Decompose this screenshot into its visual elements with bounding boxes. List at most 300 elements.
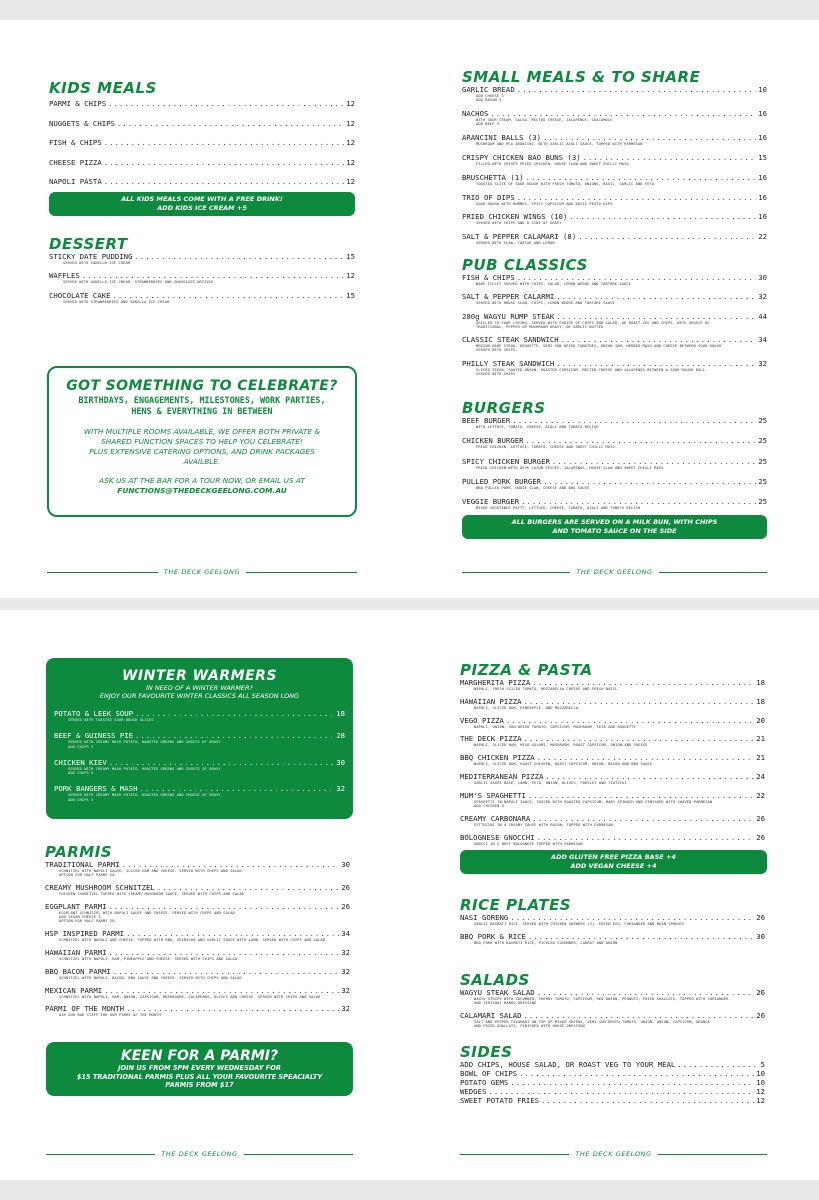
menu-item: [460, 1060, 765, 1069]
menu-item-name: NASI GORENG: [460, 913, 509, 922]
menu-item-price: 18: [336, 709, 345, 718]
menu-item-price: 25: [758, 476, 767, 486]
menu-item-name: CHOCOLATE CAKE: [49, 290, 111, 300]
menu-item-row: [460, 716, 765, 725]
menu-item-name: PULLED PORK BURGER: [462, 476, 542, 486]
kids-note-line1: ALL KIDS MEALS COME WITH A FREE DRINK!: [121, 195, 283, 203]
menu-item-description: SERVED WITH HOUSE SLAW, CHIPS, LEMON WEDGE AND TARTARE SAUCE: [476, 301, 615, 306]
menu-item-price: 12: [346, 99, 355, 108]
menu-item: [49, 252, 355, 265]
menu-item: [462, 273, 767, 286]
menu-item: [54, 731, 345, 749]
menu-item-name: MARGHERITA PIZZA: [460, 678, 531, 687]
winter-warmers-box: [46, 658, 353, 819]
menu-item: [460, 1096, 765, 1105]
menu-item-name: PORK BANGERS & MASH: [54, 784, 138, 794]
menu-item-description: ADD CHEESE 3: [476, 94, 504, 98]
menu-item-name: THE DECK PIZZA: [460, 734, 522, 744]
menu-item-name: WEDGES: [460, 1087, 487, 1096]
menu-item: [54, 784, 345, 802]
menu-item-row: [462, 497, 767, 506]
menu-item-description: NAPOLI, FRESH SLICED TOMATO, MOZZARELLA CHEESE AND FRESH BASIL: [474, 687, 618, 691]
menu-item-row: [49, 291, 355, 300]
menu-item-price: 10: [756, 1078, 765, 1087]
menu-item-description: SALT AND PEPPER CALAMARI ON TOP OF MIXED GREENS, SEMI SUN DRIED TOMATO, ONION, ONION, CAPSICUM, ORANGE: [474, 1019, 710, 1024]
menu-item-price: 30: [758, 273, 767, 282]
menu-item: [462, 436, 767, 449]
dot-leader: [109, 948, 340, 957]
menu-item-description: SCHNITZEL WITH NAPOLI, HAM, PINEAPPLE AND CHEESE. SERVED WITH CHIPS AND SALAD: [59, 957, 238, 962]
dot-leader: [135, 709, 334, 718]
dot-leader: [113, 967, 339, 976]
menu-item: [460, 791, 765, 809]
menu-item-row: [462, 312, 767, 321]
menu-item-price: 28: [336, 731, 345, 741]
menu-item: [45, 883, 350, 896]
dot-leader: [537, 988, 755, 997]
menu-item-name: VEGO PIZZA: [460, 715, 504, 725]
burgers-note-line2: AND TOMATO SAUCE ON THE SIDE: [552, 527, 677, 536]
menu-item-price: 22: [758, 232, 767, 242]
menu-item-name: PARMI OF THE MONTH: [45, 1004, 125, 1014]
menu-item-description: ADD CHIPS 5: [68, 797, 94, 802]
functions-text-line4: AVAILBLE.: [183, 457, 221, 466]
menu-item-price: 16: [758, 192, 767, 202]
menu-item: [462, 212, 767, 225]
menu-item-row: [460, 1078, 765, 1087]
dot-leader: [677, 1060, 758, 1069]
menu-item: [462, 457, 767, 470]
menu-item-row: [45, 860, 350, 869]
menu-item-name: FISH & CHIPS: [462, 273, 515, 282]
menu-item-price: 16: [758, 109, 767, 119]
menu-item: [460, 814, 765, 827]
menu-item: [462, 232, 767, 245]
menu-item-row: [49, 119, 355, 128]
menu-item-description: WITH SOUR CREAM, SALSA, MELTED CHEESE, JALAPENOS, GUACAMOLE: [476, 118, 613, 123]
menu-item-name: CREAMY MUSHROOM SCHNITZEL: [45, 883, 155, 893]
menu-item-price: 20: [756, 715, 765, 725]
dot-leader: [543, 133, 756, 142]
menu-item-price: 12: [346, 118, 355, 128]
menu-item: [462, 85, 767, 103]
menu-item-description: SERVED WITH TOASTED SOUR DOUGH SLICES: [68, 718, 154, 722]
dot-leader: [583, 153, 757, 162]
menu-item-description: FRIED CHICKEN WITH DECK CAJUN SPICES, JALAPENOS, HOUSE SLAW AND SWEET CHILLI MAYO: [476, 465, 664, 470]
dot-leader: [104, 177, 344, 186]
menu-item-row: [460, 1060, 765, 1069]
menu-item-name: CREAMY CARBONARA: [460, 813, 531, 823]
menu-item-description: SOUR DOUGH WITH HUMMUS, SPICY CAPSICUM AND BASIL PESTO DIPS: [476, 201, 613, 206]
parmi-promo-line1: JOIN US FROM 5PM EVERY WEDNESDAY FOR: [118, 1064, 281, 1072]
menu-item: [460, 932, 765, 945]
dot-leader: [488, 1087, 754, 1096]
dot-leader: [506, 716, 754, 725]
menu-item-description: NAPOLI, ONION, SUN-DRIED TOMATO, CAPSICUM, MUSHROOM, FETA AND ROQUETTE: [474, 724, 636, 729]
kids-meals-section: [49, 80, 355, 216]
menu-item-description: NAPOLI, SLICED HAM, PINEAPPLE, AND MOZZARELLA: [474, 705, 579, 710]
menu-item-price: 18: [756, 696, 765, 706]
menu-item-description: SCHNITZEL WITH NAPOLI AND CHEESE, TOPPED WITH BBQ, SRIRACHA AND GARLIC SAUCE WITH LAMB. SERVED WITH CHIPS AND SALAD: [59, 938, 326, 943]
menu-item-name: FISH & CHIPS: [49, 138, 102, 147]
menu-item-row: [460, 678, 765, 687]
dot-leader: [510, 913, 754, 922]
menu-item: [49, 158, 355, 167]
menu-item-name: HAWAIIAN PARMI: [45, 948, 107, 958]
menu-item-price: 32: [758, 292, 767, 302]
menu-item-row: [460, 913, 765, 922]
menu-item-description: SCHNITZEL WITH NAPOLI, HAM, ONION, CAPSICUM, MUSHROOMS, JALAPENOS, OLIVES AND CHEESE. SERVED WITH CHIPS AND SALAD: [59, 994, 321, 999]
section-title: KIDS MEALS: [49, 79, 157, 97]
menu-item-row: [49, 252, 355, 261]
menu-item-description: ADD BACON 3: [476, 98, 502, 103]
section-title: SMALL MEALS & TO SHARE: [462, 68, 701, 86]
kids-note-line2: ADD KIDS ICE CREAM +5: [157, 204, 247, 212]
menu-item-description: ADD VEGAN CHEESE 3: [59, 915, 101, 920]
menu-item-price: 32: [341, 985, 350, 995]
dot-leader: [556, 359, 756, 368]
menu-item-description: ADD CHICKEN 5: [474, 804, 505, 809]
menu-item-name: SWEET POTATO FRIES: [460, 1096, 540, 1105]
dot-leader: [122, 860, 340, 869]
menu-item-name: EGGPLANT PARMI: [45, 901, 107, 911]
menu-item-description: SPAGHETTI IN NAPOLI SAUCE, TOSSED WITH ROASTED CAPSICUM, BABY SPINACH AND FINISHED WITH SHAVED PARMESAN: [474, 799, 713, 804]
salads-list: [460, 988, 765, 1028]
menu-item: [460, 1087, 765, 1096]
dot-leader: [524, 734, 755, 743]
menu-item: [45, 986, 350, 999]
menu-item-name: BBQ CHICKEN PIZZA: [460, 753, 535, 763]
menu-item: [462, 173, 767, 186]
menu-item-price: 15: [758, 152, 767, 162]
menu-item-row: [460, 772, 765, 781]
functions-text-line3: PLUS EXTENSIVE CATERING OPTIONS, AND DRINK PACKAGES: [89, 447, 315, 456]
menu-item-description: SERVED WITH CHIPS AND A SIDE OF GRAVY: [476, 221, 562, 226]
menu-item-description: BBQ PULLED PORK, HOUSE SLAW, CHEESE AND BBQ SAUCE: [476, 485, 590, 490]
menu-page-2: [0, 610, 819, 1180]
section-title: PIZZA & PASTA: [460, 661, 593, 679]
menu-item-price: 25: [758, 416, 767, 425]
functions-sub-line2: HENS & EVERYTHING IN BETWEEN: [131, 406, 273, 416]
menu-item: [462, 416, 767, 429]
menu-item-row: [462, 85, 767, 94]
menu-item-row: [462, 232, 767, 241]
salads-section: [460, 972, 765, 1028]
menu-item: [49, 177, 355, 186]
menu-item-price: 15: [346, 252, 355, 261]
pizza-note: [460, 850, 767, 874]
menu-item: [45, 967, 350, 980]
menu-item-description: TRADITIONAL, PEPPER OR MUSHROOM GRAVY, OR GARLIC BUTTER: [476, 324, 604, 329]
menu-item-name: BEEF BURGER: [462, 416, 511, 425]
menu-item-name: CRISPY CHICKEN BAO BUNS (3): [462, 152, 581, 162]
menu-item-name: CLASSIC STEAK SANDWICH: [462, 335, 559, 345]
functions-text-line2: SHARED FUNCTION SPACES TO HELP YOU CELEBRATE!: [101, 437, 303, 446]
menu-item-row: [45, 1004, 350, 1013]
dot-leader: [135, 731, 334, 740]
rice-plates-list: [460, 913, 765, 946]
dessert-section: [49, 236, 355, 304]
page-footer: [47, 568, 357, 576]
menu-item-row: [460, 932, 765, 941]
dot-leader: [537, 753, 755, 762]
menu-item-name: CHICKEN KIEV: [54, 757, 107, 767]
menu-item-price: 12: [346, 157, 355, 167]
menu-item-price: 21: [756, 734, 765, 744]
menu-item-price: 12: [346, 177, 355, 186]
menu-item-description: OPTION FOR HALF PARMI 20: [59, 919, 115, 924]
footer-text: THE DECK GEELONG: [163, 568, 241, 576]
menu-item-price: 26: [341, 901, 350, 911]
dot-leader: [569, 212, 756, 221]
menu-item-description: GNOCCI IN A BEEF BOLOGNESE TOPPED WITH PARMESAN: [474, 841, 583, 846]
menu-item: [45, 860, 350, 878]
footer-text: THE DECK GEELONG: [575, 1150, 652, 1158]
dot-leader: [512, 416, 756, 425]
menu-item: [45, 1004, 350, 1017]
dot-leader: [139, 784, 334, 793]
menu-item: [49, 271, 355, 284]
dot-leader: [490, 109, 756, 118]
kids-meals-list: [49, 99, 355, 186]
menu-item-row: [49, 271, 355, 280]
menu-item-name: MUM'S SPAGHETTI: [460, 790, 526, 800]
menu-item-row: [460, 734, 765, 743]
menu-item-row: [54, 784, 345, 793]
dot-leader: [561, 335, 757, 344]
menu-item-name: BRUSCHETTA (1): [462, 172, 524, 182]
menu-item-row: [54, 731, 345, 740]
menu-item-price: 5: [760, 1060, 765, 1069]
menu-item-name: SPICY CHICKEN BURGER: [462, 456, 550, 466]
menu-item: [460, 988, 765, 1006]
menu-item-row: [45, 902, 350, 911]
section-title: PARMIS: [45, 843, 113, 861]
menu-item-row: [460, 1096, 765, 1105]
dot-leader: [524, 697, 755, 706]
menu-item-description: SCHNITZEL WITH NAPOLI, BACON, BBQ SAUCE AND CHEESE. SERVED WITH CHIPS AND SALAD: [59, 975, 242, 980]
menu-item-description: SERVED WITH CREAMY MASH POTATO, ROASTED GREENS AND CHOICE OF GRAVY: [68, 740, 221, 745]
pizza-pasta-section: [460, 662, 765, 874]
menu-item-name: POTATO GEMS: [460, 1078, 509, 1087]
dot-leader: [104, 158, 344, 167]
menu-item-price: 10: [756, 1069, 765, 1078]
menu-item-name: 280g WAGYU RUMP STEAK: [462, 311, 555, 321]
parmi-promo-title: KEEN FOR A PARMI?: [120, 1048, 279, 1064]
menu-item-description: SERVED WITH STRAWBERRIES AND VANILLA ICE CREAM: [63, 299, 170, 304]
section-title: SIDES: [460, 1043, 513, 1061]
menu-item-row: [460, 1011, 765, 1020]
rice-plates-section: [460, 897, 765, 946]
menu-item-description: GARLIC SAUCE BASE, LAMB, FETA, ONION, OLIVES, PARSLEY AND TZATZIKI: [474, 780, 627, 785]
menu-item-name: ARANCINI BALLS (3): [462, 133, 542, 143]
dot-leader: [109, 758, 334, 767]
dot-leader: [108, 99, 344, 108]
menu-item: [462, 153, 767, 166]
menu-item-price: 26: [756, 832, 765, 842]
menu-item-price: 26: [756, 988, 765, 997]
dot-leader: [526, 173, 757, 182]
dot-leader: [541, 1096, 754, 1105]
menu-item-name: HSP INSPIRED PARMI: [45, 929, 125, 939]
dot-leader: [517, 273, 756, 282]
menu-item-name: NACHOS: [462, 109, 489, 119]
menu-item-name: SALT & PEPPER CALAMARI (8): [462, 232, 577, 242]
menu-item: [462, 312, 767, 330]
menu-item-description: ASK OUR BAR STAFF FOR OUR PARMI OF THE MONTH: [59, 1013, 161, 1018]
burgers-note: [462, 515, 767, 539]
menu-item-name: BBQ BACON PARMI: [45, 966, 111, 976]
dot-leader: [109, 902, 340, 911]
menu-item: [462, 193, 767, 206]
menu-item-price: 30: [341, 860, 350, 869]
footer-text: THE DECK GEELONG: [576, 568, 653, 576]
functions-email-link[interactable]: FUNCTIONS@THEDECKGEELONG.COM.AU: [117, 486, 287, 495]
dot-leader: [82, 271, 344, 280]
menu-item: [54, 758, 345, 776]
dot-leader: [528, 791, 754, 800]
section-title: RICE PLATES: [460, 896, 572, 914]
menu-item-row: [462, 359, 767, 368]
menu-item-name: BOLOGNESE GNOCCHI: [460, 832, 535, 842]
menu-item: [49, 291, 355, 304]
dot-leader: [104, 986, 339, 995]
menu-item-price: 16: [758, 172, 767, 182]
menu-item-row: [54, 709, 345, 718]
menu-item-row: [462, 212, 767, 221]
pizza-note-line1: ADD GLUTEN FREE PIZZA BASE +4: [551, 852, 676, 861]
menu-item-description: NAPOLI, SLICED HAM, MILD SALAMI, MUSHROOM, ROAST CAPSICUM, ONION AND CHEESE: [474, 743, 648, 748]
menu-item-row: [49, 158, 355, 167]
menu-item-row: [460, 697, 765, 706]
functions-title: GOT SOMETHING TO CELEBRATE?: [66, 378, 338, 394]
parmi-promo-line3: PARMIS FROM $17: [165, 1081, 234, 1089]
menu-item-price: 18: [756, 678, 765, 687]
menu-item-row: [460, 814, 765, 823]
dot-leader: [104, 138, 344, 147]
menu-item-row: [462, 273, 767, 282]
kids-note: [49, 192, 355, 216]
menu-item: [462, 477, 767, 490]
small-meals-list: [462, 85, 767, 245]
menu-item-name: NUGGETS & CHIPS: [49, 118, 115, 128]
dot-leader: [126, 1004, 339, 1013]
menu-item-price: 12: [756, 1096, 765, 1105]
parmi-night-promo-box: [46, 1042, 353, 1096]
menu-item-description: ADD BEEF 5: [476, 122, 500, 127]
menu-item-price: 32: [341, 966, 350, 976]
section-title: BURGERS: [462, 399, 546, 417]
menu-item-price: 12: [346, 138, 355, 147]
dot-leader: [517, 193, 756, 202]
menu-item-description: MEDIUM RARE STEAK, ROQUETTE, SEMI SUN DRIED TOMATOES, ONION JAM, HERBED MAYO AND CHEESE BETWEEN SOUR DOUGH: [476, 344, 722, 349]
menu-item-description: SERVED WITH SLAW, TARTAR AND LEMON: [476, 241, 555, 246]
menu-item-name: WAGYU STEAK SALAD: [460, 988, 535, 997]
dot-leader: [134, 252, 344, 261]
dot-leader: [556, 292, 756, 301]
burgers-note-line1: ALL BURGERS ARE SERVED ON A MILK BUN, WITH CHIPS: [511, 518, 718, 527]
menu-item-description: EGGPLANT SCHNITZEL WITH NAPOLI SAUCE AND CHEESE. SERVED WITH CHIPS AND SALAD: [59, 910, 235, 915]
menu-item-price: 32: [341, 948, 350, 958]
menu-item: [462, 292, 767, 305]
menu-item-description: GARLIC BASMATI RICE, SERVED WITH CHICKEN SKEWERS (3), FRIED EGG, CORIANDER AND BEAN SPROUTS: [474, 922, 685, 926]
menu-item: [462, 133, 767, 146]
dot-leader: [532, 814, 754, 823]
menu-item-row: [460, 1069, 765, 1078]
menu-item-row: [460, 753, 765, 762]
menu-item-row: [45, 929, 350, 938]
parmis-section: [45, 844, 350, 1018]
menu-item-name: BOWL OF CHIPS: [460, 1069, 518, 1078]
menu-item-row: [460, 833, 765, 842]
parmis-list: [45, 860, 350, 1018]
menu-item: [460, 1011, 765, 1029]
section-title: SALADS: [460, 971, 530, 989]
menu-item-description: SERVED WITH CREAMY MASH POTATO, ROASTED GREENS AND CHOICE OF GRAVY: [68, 793, 221, 798]
dot-leader: [157, 883, 339, 892]
menu-item: [460, 833, 765, 846]
page-footer: [462, 568, 767, 576]
menu-item-row: [462, 292, 767, 301]
menu-item-row: [462, 477, 767, 486]
menu-item-row: [460, 1087, 765, 1096]
menu-item-price: 15: [346, 290, 355, 300]
dot-leader: [578, 232, 756, 241]
dot-leader: [126, 929, 339, 938]
menu-item: [45, 948, 350, 961]
menu-item: [460, 1078, 765, 1087]
dot-leader: [532, 678, 754, 687]
menu-item-name: FRIED CHICKEN WINGS (10): [462, 212, 568, 222]
menu-item-name: MEDITERRANEAN PIZZA: [460, 771, 544, 781]
menu-item-row: [49, 99, 355, 108]
menu-item: [460, 678, 765, 691]
burgers-section: [462, 400, 767, 539]
menu-item-price: 16: [758, 212, 767, 222]
dot-leader: [556, 312, 756, 321]
winter-warmers-list: [54, 709, 345, 802]
dot-leader: [552, 457, 756, 466]
dessert-list: [49, 252, 355, 304]
winter-sub-line2: ENJOY OUR FAVOURITE WINTER CLASSICS ALL SEASON LONG: [99, 692, 300, 700]
menu-item-description: WAGYU STRIPS WITH CUCUMBER, CHERRY TOMATO, CAPSICUM, RED ONION, PEANUTS, FRIED SHALLOTS, TOPPED WITH CORIANDER: [474, 997, 729, 1001]
menu-item-row: [49, 177, 355, 186]
menu-item: [460, 716, 765, 729]
menu-item: [462, 109, 767, 127]
menu-item-row: [45, 948, 350, 957]
menu-item-name: CHEESE PIZZA: [49, 157, 102, 167]
menu-item-description: ADD CHIPS 5: [68, 771, 94, 776]
menu-item-description: ADD CHIPS 5: [68, 744, 94, 749]
parmi-promo-line2: $15 TRADITIONAL PARMIS PLUS ALL YOUR FAVOURITE SPEACIALTY: [76, 1072, 323, 1081]
menu-item-price: 32: [341, 1004, 350, 1014]
functions-promo-box: [47, 366, 357, 517]
menu-item-row: [54, 758, 345, 767]
page-footer: [460, 1150, 767, 1158]
menu-item-row: [462, 193, 767, 202]
menu-item-price: 12: [756, 1087, 765, 1096]
section-title: PUB CLASSICS: [462, 256, 588, 274]
menu-item-description: TOASTED SLICE OF SOUR DOUGH WITH FRESH TOMATO, ONIONS, BASIL, GARLIC AND FETA: [476, 181, 655, 186]
menu-item-description: NAPOLI, SLICED HAM, ROAST CHICKEN, ROAST CAPSICUM, ONION, BACON AND BBQ SAUCE: [474, 762, 653, 767]
dot-leader: [113, 291, 345, 300]
menu-item-name: PARMI & CHIPS: [49, 99, 107, 108]
menu-item-price: 26: [756, 913, 765, 922]
menu-item-name: HAWAIIAN PIZZA: [460, 696, 522, 706]
dot-leader: [117, 119, 344, 128]
menu-item: [54, 709, 345, 722]
menu-item: [49, 138, 355, 147]
